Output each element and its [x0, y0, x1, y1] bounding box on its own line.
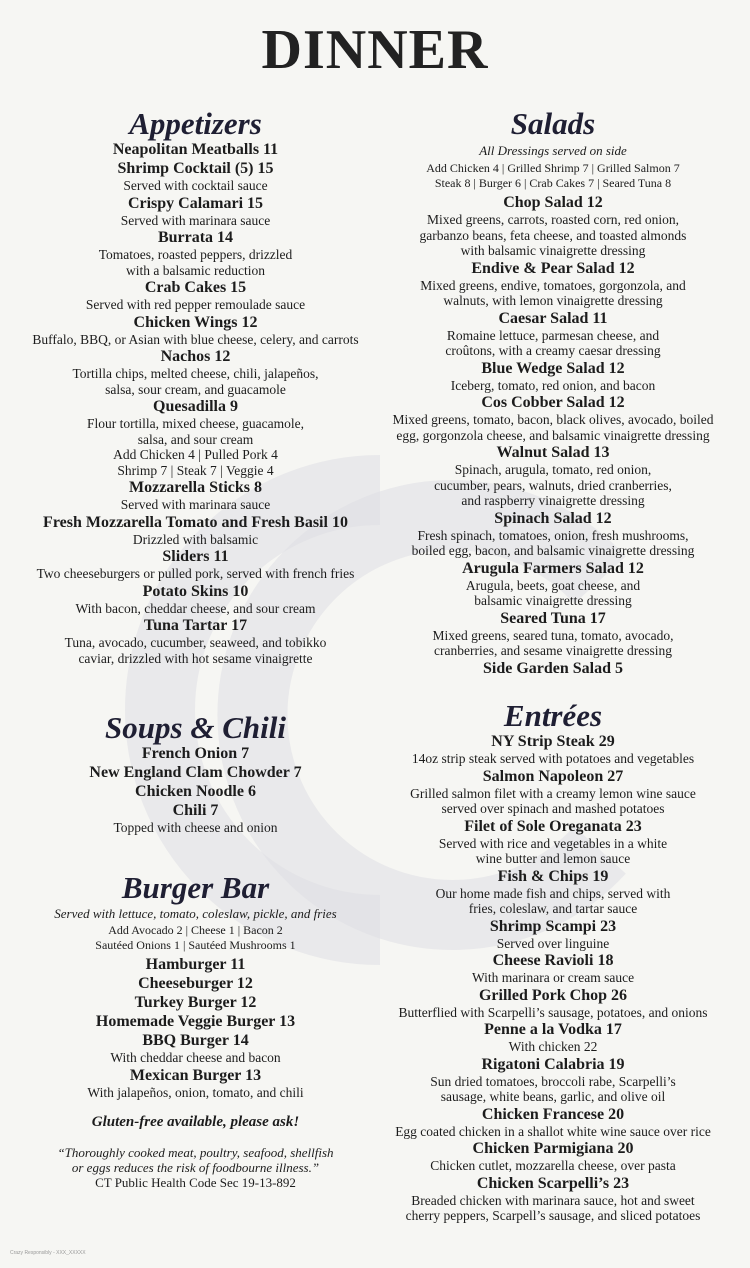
menu-item-description: With jalapeños, onion, tomato, and chili — [87, 1084, 304, 1100]
appetizers-title: Appetizers — [129, 106, 262, 141]
menu-item-name: Mexican Burger 13 — [129, 1066, 262, 1084]
menu-item-name: Walnut Salad 13 — [496, 444, 610, 461]
health-code: CT Public Health Code Sec 19-13-892 — [95, 1175, 296, 1190]
menu-item-description: With cheddar cheese and bacon — [110, 1050, 281, 1065]
menu-item — [378, 817, 728, 867]
menu-item-description: Flour tortilla, mixed cheese, guacamole, salsa, and sour cream Add Chicken 4 | Pulled Pork 4 Shrimp 7 | Steak 7 | Veggie 4 — [86, 416, 305, 478]
menu-item-name: Chicken Francese 20 — [481, 1105, 625, 1123]
menu-item — [378, 659, 728, 678]
menu-item — [378, 767, 728, 817]
menu-item — [18, 955, 373, 974]
menu-item-description: Mixed greens, carrots, roasted corn, red onion, garbanzo beans, feta cheese, and toasted almonds with balsamic vinaigrette dressing — [419, 212, 687, 258]
salads-addons: Add Chicken 4 | Grilled Shrimp 7 | Grilled Salmon 7 Steak 8 | Burger 6 | Crab Cakes 7 | Seared Tuna 8 — [426, 161, 680, 190]
menu-item-description: Egg coated chicken in a shallot white wine sauce over rice — [395, 1123, 711, 1139]
menu-item-name: Cheese Ravioli 18 — [492, 952, 614, 969]
menu-item-name: Chop Salad 12 — [503, 194, 603, 211]
menu-item-description: 14oz strip steak served with potatoes and vegetables — [411, 751, 695, 766]
health-disclaimer: “Thoroughly cooked meat, poultry, seafood, shellfish or eggs reduces the risk of foodbourne illness.” — [57, 1145, 334, 1175]
soups-list — [18, 744, 373, 836]
menu-item-description: Two cheeseburgers or pulled pork, served with french fries — [36, 566, 355, 581]
menu-item-description: With bacon, cheddar cheese, and sour cream — [75, 600, 316, 616]
menu-item-description: Mixed greens, seared tuna, tomato, avocado, cranberries, and sesame vinaigrette dressing — [432, 627, 674, 658]
burgers-section — [18, 872, 373, 1190]
menu-item-description: Buffalo, BBQ, or Asian with blue cheese, celery, and carrots — [32, 331, 359, 347]
menu-item — [378, 393, 728, 443]
menu-item — [378, 259, 728, 309]
menu-item-name: Chicken Noodle 6 — [135, 783, 256, 800]
menu-item-description: Drizzled with balsamic — [132, 531, 259, 547]
menu-item-name: Burrata 14 — [157, 229, 234, 246]
menu-item — [18, 616, 373, 666]
menu-item — [18, 278, 373, 313]
menu-item-name: Chicken Parmigiana 20 — [472, 1140, 634, 1157]
appetizers-list — [18, 140, 373, 666]
menu-item — [18, 974, 373, 993]
menu-item-name: Hamburger 11 — [145, 956, 246, 973]
menu-item — [378, 1174, 728, 1224]
menu-item-name: Turkey Burger 12 — [134, 994, 257, 1011]
menu-item-description: Chicken cutlet, mozzarella cheese, over pasta — [430, 1158, 676, 1173]
menu-item-description: Arugula, beets, goat cheese, and balsamic vinaigrette dressing — [465, 577, 641, 608]
menu-item — [18, 547, 373, 582]
menu-item-name: Endive & Pear Salad 12 — [471, 259, 635, 277]
menu-item-description: Romaine lettuce, parmesan cheese, and croûtons, with a creamy caesar dressing — [445, 327, 661, 358]
menu-item — [378, 1020, 728, 1055]
menu-item-name: New England Clam Chowder 7 — [89, 764, 302, 781]
menu-item-name: Quesadilla 9 — [153, 398, 238, 415]
menu-item — [378, 986, 728, 1021]
menu-item-name: French Onion 7 — [141, 745, 250, 762]
menu-item — [378, 509, 728, 559]
menu-item-name: Shrimp Cocktail (5) 15 — [117, 160, 274, 177]
menu-item-name: Rigatoni Calabria 19 — [481, 1055, 625, 1073]
menu-item-description: Served with marinara sauce — [120, 497, 271, 512]
menu-item-description: Breaded chicken with marinara sauce, hot and sweet cherry peppers, Scarpell’s sausage, and sliced potatoes — [405, 1192, 701, 1223]
menu-item-description: Fresh spinach, tomatoes, onion, fresh mushrooms, boiled egg, bacon, and balsamic vinaigrette dressing — [411, 527, 695, 558]
burgers-column — [18, 872, 373, 1190]
menu-item — [18, 159, 373, 194]
menu-item-description: Tortilla chips, melted cheese, chili, jalapeños, salsa, sour cream, and guacamole — [72, 366, 319, 397]
menu-item-description: Mixed greens, tomato, bacon, black olives, avocado, boiled egg, gorgonzola cheese, and balsamic vinaigrette dressing — [392, 412, 714, 443]
menu-item — [378, 951, 728, 986]
menu-item-description: Our home made fish and chips, served with fries, coleslaw, and tartar sauce — [435, 885, 671, 916]
menu-item-name: Arugula Farmers Salad 12 — [462, 559, 644, 577]
menu-item-description: With marinara or cream sauce — [471, 970, 635, 985]
soups-column — [18, 712, 373, 836]
menu-item-name: BBQ Burger 14 — [142, 1032, 249, 1049]
menu-item-description: Tuna, avocado, cucumber, seaweed, and tobikko caviar, drizzled with hot sesame vinaigrette — [64, 635, 327, 666]
menu-item-name: Sliders 11 — [162, 548, 229, 565]
menu-item-name: Filet of Sole Oreganata 23 — [464, 817, 642, 835]
menu-item — [378, 559, 728, 609]
menu-item-name: Grilled Pork Chop 26 — [478, 986, 627, 1004]
entrees-section — [378, 700, 728, 1224]
menu-item-description: With chicken 22 — [508, 1039, 598, 1054]
menu-item — [18, 347, 373, 397]
menu-item — [18, 478, 373, 513]
menu-item — [18, 1012, 373, 1031]
menu-item — [18, 228, 373, 278]
menu-item-description: Grilled salmon filet with a creamy lemon wine sauce served over spinach and mashed potatoes — [410, 785, 696, 816]
menu-item-name: Seared Tuna 17 — [500, 609, 606, 627]
menu-item-description: Served with marinara sauce — [120, 212, 271, 228]
footer-note: Crazy Responsibly - XXX_XXXXX — [10, 1250, 86, 1256]
menu-item — [18, 744, 373, 763]
burgers-title: Burger Bar — [121, 870, 270, 905]
menu-item — [18, 194, 373, 229]
burgers-note: Served with lettuce, tomato, coleslaw, pickle, and fries — [54, 906, 337, 921]
menu-item — [378, 1055, 728, 1105]
menu-item — [18, 763, 373, 782]
menu-item — [378, 917, 728, 952]
menu-item — [378, 609, 728, 659]
menu-item-name: Nachos 12 — [160, 348, 231, 365]
menu-item-description: Served with cocktail sauce — [123, 178, 268, 193]
entrees-list — [378, 732, 728, 1224]
menu-item — [18, 782, 373, 801]
menu-item-name: Salmon Napoleon 27 — [482, 767, 624, 785]
menu-item-name: Cheeseburger 12 — [138, 975, 253, 992]
menu-item — [18, 1066, 373, 1101]
menu-item-name: Chicken Wings 12 — [133, 313, 258, 331]
menu-item — [378, 1139, 728, 1174]
entrees-column — [378, 700, 728, 1224]
menu-item-description: Served with rice and vegetables in a white wine butter and lemon sauce — [438, 835, 668, 866]
menu-item — [18, 513, 373, 548]
salads-title: Salads — [510, 106, 596, 141]
right-column — [378, 108, 728, 678]
menu-item-description: Served with red pepper remoulade sauce — [85, 297, 306, 312]
menu-item-name: Penne a la Vodka 17 — [484, 1021, 622, 1038]
menu-item-description: Tomatoes, roasted peppers, drizzled with a balsamic reduction — [98, 247, 293, 278]
menu-item — [18, 582, 373, 617]
menu-item-name: Caesar Salad 11 — [498, 309, 608, 327]
menu-item-description: Spinach, arugula, tomato, red onion, cucumber, pears, walnuts, dried cranberries, and raspberry vinaigrette dressing — [434, 462, 672, 508]
menu-item-description: Butterflied with Scarpelli’s sausage, potatoes, and onions — [398, 1004, 708, 1020]
salads-list — [378, 193, 728, 678]
menu-item-name: Tuna Tartar 17 — [143, 617, 248, 634]
menu-item-name: NY Strip Steak 29 — [491, 733, 615, 750]
menu-title: DINNER — [261, 19, 489, 81]
entrees-title: Entrées — [503, 698, 603, 733]
soups-title: Soups & Chili — [105, 710, 286, 745]
menu-item-name: Crispy Calamari 15 — [127, 194, 264, 212]
menu-item-description: Topped with cheese and onion — [113, 820, 278, 835]
menu-item — [18, 993, 373, 1012]
menu-item-name: Side Garden Salad 5 — [482, 659, 624, 677]
left-column — [18, 108, 373, 666]
menu-item-name: Chili 7 — [172, 802, 219, 819]
menu-item-name: Potato Skins 10 — [142, 582, 249, 600]
menu-item-description: Iceberg, tomato, red onion, and bacon — [450, 377, 656, 393]
menu-item-name: Shrimp Scampi 23 — [489, 917, 617, 935]
menu-item-name: Mozzarella Sticks 8 — [128, 479, 262, 496]
gluten-free-note: Gluten-free available, please ask! — [91, 1114, 300, 1130]
menu-item — [378, 443, 728, 509]
menu-item — [18, 313, 373, 348]
menu-item-description: Served over linguine — [496, 935, 610, 951]
appetizers-section — [18, 108, 373, 666]
menu-item — [18, 140, 373, 159]
menu-item — [18, 397, 373, 478]
burgers-addons: Add Avocado 2 | Cheese 1 | Bacon 2 Sautéed Onions 1 | Sautéed Mushrooms 1 — [95, 923, 296, 952]
menu-item — [378, 193, 728, 259]
menu-item-name: Cos Cobber Salad 12 — [481, 394, 625, 411]
menu-item — [378, 867, 728, 917]
menu-item — [378, 309, 728, 359]
menu-item — [378, 359, 728, 394]
menu-item-name: Homemade Veggie Burger 13 — [95, 1013, 296, 1030]
menu-item — [378, 1105, 728, 1140]
salads-note: All Dressings served on side — [479, 143, 627, 158]
soups-section — [18, 712, 373, 836]
menu-item-name: Neapolitan Meatballs 11 — [112, 141, 279, 158]
menu-item-name: Fish & Chips 19 — [497, 867, 609, 885]
menu-item-description: Sun dried tomatoes, broccoli rabe, Scarpelli’s sausage, white beans, garlic, and olive oil — [430, 1073, 676, 1104]
menu-item — [18, 801, 373, 836]
burgers-list — [18, 955, 373, 1100]
menu-item — [18, 1031, 373, 1066]
menu-item-name: Fresh Mozzarella Tomato and Fresh Basil 10 — [43, 513, 348, 531]
menu-item — [378, 732, 728, 767]
menu-item-name: Chicken Scarpelli’s 23 — [476, 1174, 630, 1192]
salads-section — [378, 108, 728, 678]
menu-item-name: Spinach Salad 12 — [494, 509, 612, 527]
menu-item-description: Mixed greens, endive, tomatoes, gorgonzola, and walnuts, with lemon vinaigrette dressing — [420, 277, 686, 308]
menu-item-name: Crab Cakes 15 — [144, 279, 247, 296]
menu-item-name: Blue Wedge Salad 12 — [481, 359, 625, 377]
